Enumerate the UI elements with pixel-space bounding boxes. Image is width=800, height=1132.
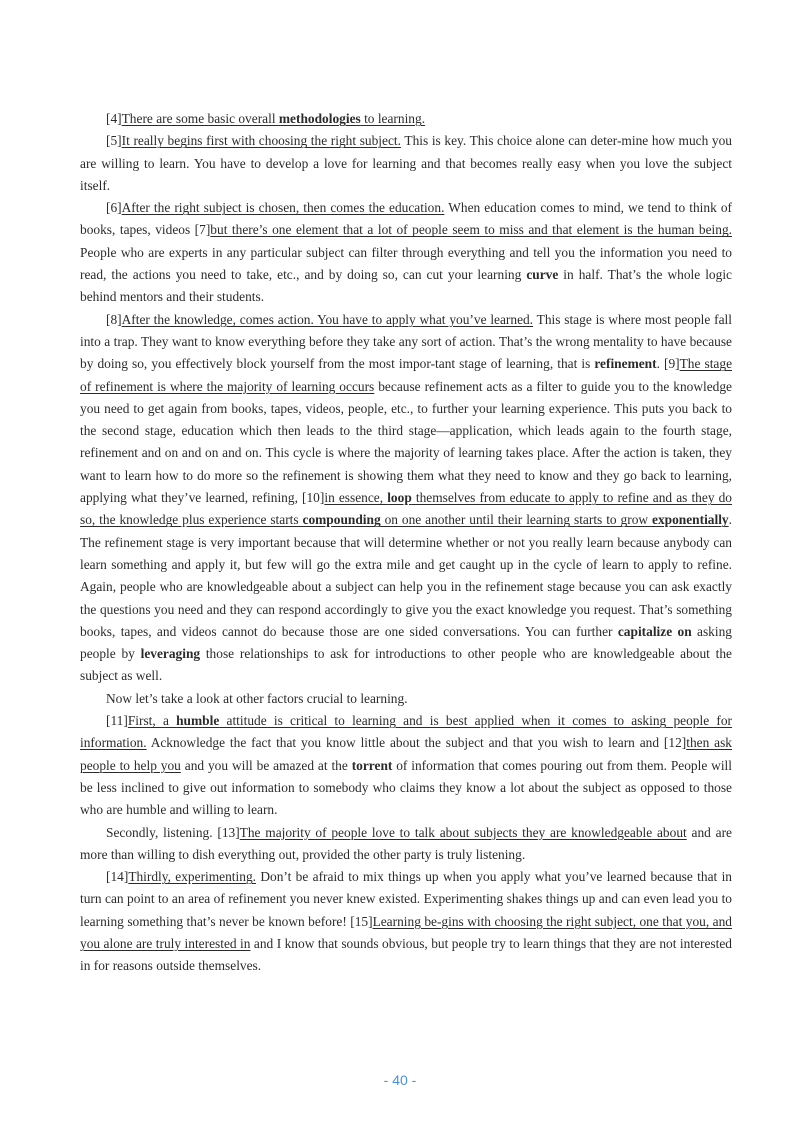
text-segment: humble [176,713,220,729]
text-segment: refinement [594,356,657,372]
text-segment: First, a [127,713,177,729]
text-segment: [7] [194,222,211,238]
text-segment: . [9] [656,356,680,372]
text-segment: [12] [663,735,687,751]
text-segment: exponentially [652,512,729,528]
text-segment: [8] [106,311,122,327]
paragraph [80,309,732,688]
paragraph [80,197,732,308]
text-segment: leveraging [140,646,201,662]
text-segment: People who are experts in any particular subject can filter through everything and tell you the information you need to read, the actions you need to take, etc., and by doing so, can cut your learning [80,244,732,283]
paragraph [80,866,732,977]
text-segment: methodologies [278,111,361,126]
text-segment: on one another until their learning starts to grow [380,512,652,528]
text-segment: compounding [302,512,381,528]
text-segment: This stage is where most people fall into a trap. They want to know everything before they take any sort of action. That’s the wrong mentality to have because by doing so, you effectively block yourself from the most impor-tant stage of learning, that is [80,311,732,372]
paragraph [80,710,732,821]
text-segment: [4] [106,111,122,126]
paragraph [80,108,732,130]
text-segment: . The refinement stage is very important because that will determine whether or not you really learn because anybody can learn something and apply it, but few will go the extra mile and get caught up in the cycle of learn to apply to refine. Again, people who are knowledgeable about a subject can help you in the refinement stage because you can ask exactly the questions you need and they can respond accordingly to give you the exact knowledge you request. That’s something books, tapes, and videos cannot do because those are one sided conversations. You can further [80,512,732,639]
text-segment: capitalize on [617,623,692,639]
paragraph [80,130,732,197]
text-segment: in half. That’s the whole logic behind mentors and their students. [80,267,732,305]
text-segment: [13] [217,824,240,840]
text-segment: [15] [350,913,373,929]
text-segment: [6] [106,200,122,216]
text-segment: Learning be-gins with choosing the right subject, one that you, and you alone are truly interested in [80,913,732,951]
text-segment: The majority of people love to talk about subjects they are knowledgeable about [239,824,687,840]
text-segment: and are more than willing to dish everything out, provided the other party is truly listening. [80,824,732,862]
text-segment: themselves from educate to apply to refine and as they do so, the knowledge plus experience starts [80,490,732,528]
text-segment: attitude is critical to learning and is best applied when it comes to asking people for information. [80,713,732,751]
text-segment: because refinement acts as a filter to guide you to the knowledge you need to get again from books, tapes, videos, people, etc., to further your learning experience. This puts you back to the second stage, education which then leads to the third stage—application, which leads again to the fourth stage, refinement and on and on and on. This cycle is where the majority of learning takes place. After the action is taken, they want to learn how to do more so the refinement is showing them what they need to know and they go back to learning, applying what they’ve learned, refining, [80,378,732,506]
text-segment: in essence, [324,490,388,506]
document-body [80,108,732,978]
text-segment: then ask people to help you [80,735,732,773]
text-segment: Don’t be afraid to mix things up when you apply what you’ve learned because that in turn can point to an area of refinement you never knew existed. Experimenting shakes things up and can even lead you to learning something that’s never be known before! [80,869,733,929]
text-segment: After the right subject is chosen, then comes the education. [121,200,445,216]
text-segment: those relationships to ask for introductions to other people who are knowledgeable about the subject as well. [80,646,733,684]
text-segment: asking people by [80,623,732,662]
paragraph [80,822,732,867]
text-segment: loop [387,490,412,506]
text-segment: Secondly, listening. [106,824,218,840]
text-segment: and I know that sounds obvious, but people try to learn things that they are not interested in for reasons outside themselves. [80,935,732,974]
text-segment: [14] [106,869,129,885]
paragraph [80,688,732,710]
text-segment: After the knowledge, comes action. You have to apply what you’ve learned. [121,311,534,327]
text-segment: When education comes to mind, we tend to think of books, tapes, videos [80,200,732,238]
text-segment: of information that comes pouring out from them. People will be less inclined to give out information to somebody who claims they know a lot about the subject as opposed to those who are humble and willing to learn. [80,757,732,818]
text-segment: to learning. [360,111,426,126]
page-number: - 40 - [383,1072,417,1088]
text-segment: There are some basic overall [121,111,279,126]
text-segment: [5] [106,133,122,149]
text-segment: and you will be amazed at the [180,757,352,773]
text-segment: torrent [351,757,393,773]
text-segment: Acknowledge the fact that you know little about the subject and that you wish to learn and [146,735,664,751]
text-segment: The stage of refinement is where the majority of learning occurs [80,356,733,394]
text-segment: Now let’s take a look at other factors crucial to learning. [106,690,408,706]
text-segment: Thirdly, experimenting. [128,869,256,885]
text-segment: This is key. This choice alone can deter-mine how much you are willing to learn. You have to develop a love for learning and that becomes really easy when you love the subject itself. [80,133,733,193]
text-segment: [11] [106,713,128,729]
text-segment: [10] [302,490,325,506]
text-segment: It really begins first with choosing the right subject. [121,133,401,149]
text-segment: curve [526,267,559,283]
text-segment: but there’s one element that a lot of people seem to miss and that element is the human being. [210,222,732,238]
